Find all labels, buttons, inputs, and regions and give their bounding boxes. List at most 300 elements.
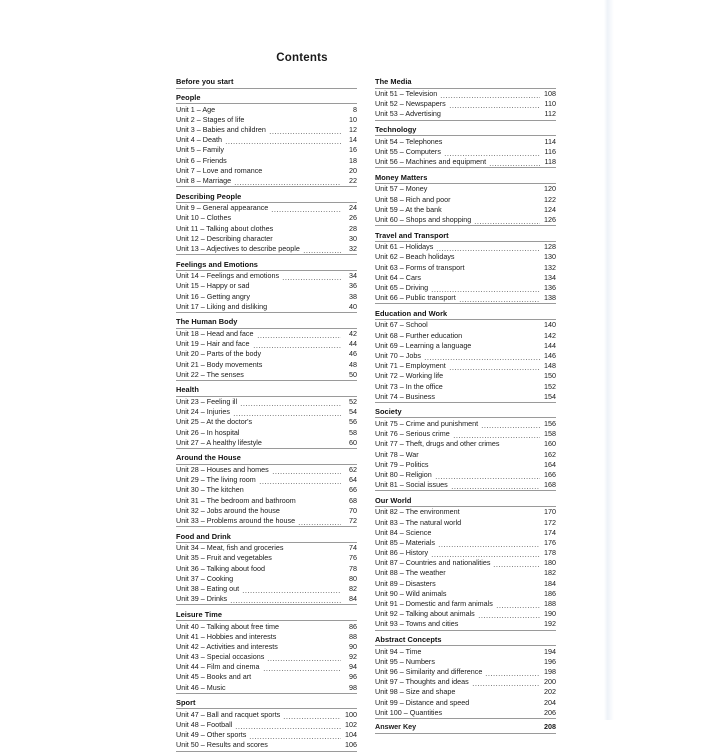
- section-entries: [176, 329, 357, 381]
- toc-dot-leader: [465, 334, 540, 339]
- toc-entry[interactable]: [176, 224, 357, 234]
- toc-entry[interactable]: [176, 213, 357, 223]
- toc-entry-label: Unit 41 – Hobbies and interests: [176, 631, 277, 641]
- toc-entry-page-number: 198: [544, 667, 556, 677]
- toc-entry-label: Unit 56 – Machines and equipment: [375, 157, 487, 167]
- toc-dot-leader: [249, 734, 341, 739]
- toc-entry[interactable]: [375, 450, 556, 460]
- toc-entry[interactable]: [176, 417, 357, 427]
- section-heading-money-matters: Money Matters: [375, 171, 556, 184]
- toc-entry-label: Unit 63 – Forms of transport: [375, 262, 465, 272]
- toc-entry-label: Unit 28 – Houses and homes: [176, 465, 269, 475]
- section-heading-health: Health: [176, 384, 357, 397]
- toc-dot-leader: [446, 385, 540, 390]
- toc-dot-leader: [268, 567, 341, 572]
- toc-entry-page-number: 146: [544, 350, 556, 360]
- toc-entry-label: Unit 31 – The bedroom and bathroom: [176, 495, 296, 505]
- toc-entry[interactable]: [176, 115, 357, 125]
- toc-entry-page-number: 100: [345, 709, 357, 719]
- toc-entry[interactable]: [176, 652, 357, 662]
- contents-section: [176, 608, 357, 693]
- toc-entry-page-number: 44: [349, 339, 357, 349]
- toc-entry-label: Unit 84 – Science: [375, 527, 432, 537]
- toc-entry[interactable]: [375, 382, 556, 392]
- toc-entry[interactable]: [176, 407, 357, 417]
- toc-entry-label: Unit 95 – Numbers: [375, 656, 435, 666]
- toc-dot-leader: [275, 557, 341, 562]
- toc-entry-label: Unit 51 – Television: [375, 89, 438, 99]
- toc-entry-page-number: 182: [544, 568, 556, 578]
- toc-entry-label: Unit 85 – Materials: [375, 537, 435, 547]
- toc-entry-label: Unit 7 – Love and romance: [176, 165, 263, 175]
- toc-dot-leader: [255, 421, 341, 426]
- toc-entry-page-number: 102: [345, 720, 357, 730]
- toc-entry[interactable]: [375, 589, 556, 599]
- toc-entry[interactable]: [176, 683, 357, 693]
- toc-entry[interactable]: [176, 360, 357, 370]
- toc-dot-leader: [247, 118, 341, 123]
- toc-entry-label: Unit 70 – Jobs: [375, 350, 421, 360]
- toc-entry-label: Unit 49 – Other sports: [176, 730, 247, 740]
- toc-entry[interactable]: [176, 475, 357, 485]
- toc-entry[interactable]: [176, 370, 357, 380]
- toc-dot-leader: [234, 180, 341, 185]
- toc-entry[interactable]: [375, 273, 556, 283]
- toc-entry-page-number: 64: [349, 475, 357, 485]
- toc-entry[interactable]: [375, 242, 556, 252]
- section-heading-sport: Sport: [176, 697, 357, 710]
- section-heading-the-human-body: The Human Body: [176, 316, 357, 329]
- toc-entry-page-number: 202: [544, 687, 556, 697]
- toc-dot-leader: [247, 373, 341, 378]
- toc-entry[interactable]: [375, 293, 556, 303]
- toc-entry-page-number: 42: [349, 329, 357, 339]
- toc-entry-page-number: 90: [349, 641, 357, 651]
- toc-entry[interactable]: [176, 516, 357, 526]
- toc-entry[interactable]: [176, 281, 357, 291]
- contents-section: [176, 384, 357, 449]
- toc-entry[interactable]: [375, 341, 556, 351]
- toc-entry-page-number: 20: [349, 165, 357, 175]
- toc-dot-leader: [472, 701, 540, 706]
- section-entries: [176, 104, 357, 187]
- toc-entry[interactable]: [375, 195, 556, 205]
- toc-dot-leader: [439, 582, 540, 587]
- toc-entry[interactable]: [176, 485, 357, 495]
- toc-entry-page-number: 38: [349, 291, 357, 301]
- toc-entry[interactable]: [176, 292, 357, 302]
- toc-entry-page-number: 160: [544, 439, 556, 449]
- toc-entry-page-number: 140: [544, 320, 556, 330]
- toc-entry[interactable]: [375, 89, 556, 99]
- toc-entry-page-number: 188: [544, 599, 556, 609]
- toc-dot-leader: [265, 441, 341, 446]
- toc-entry-page-number: 196: [544, 656, 556, 666]
- toc-entry[interactable]: [375, 429, 556, 439]
- toc-entry-label: Unit 45 – Books and art: [176, 672, 252, 682]
- toc-dot-leader: [286, 547, 341, 552]
- toc-entry[interactable]: [176, 672, 357, 682]
- toc-entry-label: Unit 35 – Fruit and vegetables: [176, 553, 272, 563]
- toc-entry-label: Unit 39 – Drinks: [176, 594, 228, 604]
- toc-dot-leader: [227, 149, 341, 154]
- toc-entry-page-number: 88: [349, 631, 357, 641]
- toc-entry-label: Unit 64 – Cars: [375, 272, 421, 282]
- toc-entry[interactable]: [375, 599, 556, 609]
- toc-entry-label: Unit 16 – Getting angry: [176, 291, 250, 301]
- toc-dot-leader: [453, 433, 540, 438]
- toc-entry[interactable]: [176, 662, 357, 672]
- section-heading-travel-and-transport: Travel and Transport: [375, 229, 556, 242]
- toc-dot-leader: [242, 588, 341, 593]
- toc-entry-label: Unit 88 – The weather: [375, 568, 446, 578]
- toc-entry[interactable]: [176, 339, 357, 349]
- toc-entry-label: Unit 17 – Liking and disliking: [176, 301, 268, 311]
- toc-entry-label: Unit 79 – Politics: [375, 459, 429, 469]
- toc-entry-page-number: 48: [349, 359, 357, 369]
- answer-key-section: [375, 722, 556, 734]
- toc-entry[interactable]: [375, 109, 556, 119]
- toc-entry[interactable]: [375, 677, 556, 687]
- contents-section: [375, 307, 556, 403]
- toc-entry-page-number: 128: [544, 242, 556, 252]
- toc-entry-page-number: 122: [544, 194, 556, 204]
- toc-dot-leader: [431, 287, 540, 292]
- toc-dot-leader: [424, 650, 540, 655]
- toc-entry-page-number: 172: [544, 517, 556, 527]
- toc-dot-leader: [438, 395, 540, 400]
- toc-dot-leader: [503, 443, 540, 448]
- toc-entry[interactable]: [375, 215, 556, 225]
- toc-dot-leader: [435, 474, 540, 479]
- toc-entry-page-number: 204: [544, 697, 556, 707]
- toc-entry[interactable]: [176, 135, 357, 145]
- toc-entry[interactable]: [176, 594, 357, 604]
- toc-entry[interactable]: [176, 349, 357, 359]
- toc-dot-leader: [419, 726, 540, 731]
- toc-entry[interactable]: [176, 271, 357, 281]
- toc-entry-page-number: 180: [544, 558, 556, 568]
- toc-entry[interactable]: [375, 558, 556, 568]
- contents-section: [176, 452, 357, 527]
- toc-entry[interactable]: [375, 619, 556, 629]
- toc-entry-page-number: 124: [544, 204, 556, 214]
- toc-entry[interactable]: [375, 538, 556, 548]
- toc-entry[interactable]: [375, 147, 556, 157]
- toc-entry-label: Unit 47 – Ball and racquet sports: [176, 709, 281, 719]
- toc-entry[interactable]: [375, 708, 556, 718]
- toc-entry-label: Unit 83 – The natural world: [375, 517, 462, 527]
- toc-entry[interactable]: [176, 302, 357, 312]
- toc-entry[interactable]: [375, 568, 556, 578]
- toc-entry[interactable]: [375, 331, 556, 341]
- toc-entry[interactable]: [375, 698, 556, 708]
- section-heading-abstract-concepts: Abstract Concepts: [375, 634, 556, 647]
- toc-entry[interactable]: [176, 720, 357, 730]
- toc-entry-label: Unit 97 – Thoughts and ideas: [375, 677, 469, 687]
- toc-entry-page-number: 60: [349, 437, 357, 447]
- toc-entry[interactable]: [375, 205, 556, 215]
- toc-entry-label: Unit 1 – Age: [176, 104, 216, 114]
- toc-entry[interactable]: [375, 371, 556, 381]
- toc-entry-label: Unit 14 – Feelings and emotions: [176, 271, 280, 281]
- toc-dot-leader: [445, 711, 540, 716]
- toc-entry-label: Unit 75 – Crime and punishment: [375, 418, 479, 428]
- toc-entry[interactable]: [375, 283, 556, 293]
- toc-dot-leader: [496, 603, 540, 608]
- toc-entry-label: Unit 33 – Problems around the house: [176, 516, 296, 526]
- toc-dot-leader: [472, 681, 540, 686]
- toc-entry-page-number: 78: [349, 563, 357, 573]
- toc-dot-leader: [230, 159, 341, 164]
- contents-column-right: [375, 76, 556, 755]
- toc-entry[interactable]: [375, 99, 556, 109]
- toc-dot-leader: [233, 411, 341, 416]
- toc-entry[interactable]: [375, 687, 556, 697]
- toc-entry-label: Unit 77 – Theft, drugs and other crimes: [375, 439, 500, 449]
- toc-entry-label: Unit 22 – The senses: [176, 369, 244, 379]
- toc-dot-leader: [269, 129, 341, 134]
- toc-entry[interactable]: [176, 543, 357, 553]
- toc-dot-leader: [264, 353, 341, 358]
- toc-dot-leader: [493, 562, 540, 567]
- toc-dot-leader: [235, 724, 341, 729]
- toc-entry[interactable]: [176, 642, 357, 652]
- toc-entry-page-number: 176: [544, 537, 556, 547]
- toc-entry-label: Unit 59 – At the bank: [375, 204, 442, 214]
- toc-entry[interactable]: [375, 518, 556, 528]
- toc-entry-page-number: 148: [544, 361, 556, 371]
- toc-entry-label: Unit 66 – Public transport: [375, 293, 456, 303]
- toc-dot-leader: [436, 246, 540, 251]
- toc-dot-leader: [424, 276, 540, 281]
- toc-entry-label: Unit 69 – Learning a language: [375, 340, 472, 350]
- toc-entry[interactable]: [176, 329, 357, 339]
- toc-dot-leader: [259, 479, 341, 484]
- toc-entry[interactable]: [375, 361, 556, 371]
- toc-entry-label: Unit 13 – Adjectives to describe people: [176, 243, 300, 253]
- toc-dot-leader: [229, 686, 341, 691]
- toc-entry-label: Unit 96 – Similarity and difference: [375, 667, 483, 677]
- contents-section: [375, 406, 556, 491]
- toc-entry-label: Unit 11 – Talking about clothes: [176, 223, 274, 233]
- toc-dot-leader: [445, 208, 540, 213]
- toc-entry-label: Unit 36 – Talking about food: [176, 563, 265, 573]
- toc-entry-label: Unit 23 – Feeling ill: [176, 397, 238, 407]
- toc-entry[interactable]: [176, 632, 357, 642]
- toc-entry-label: Unit 21 – Body movements: [176, 359, 263, 369]
- toc-entry[interactable]: [176, 574, 357, 584]
- toc-dot-leader: [464, 521, 540, 526]
- toc-entry[interactable]: [176, 145, 357, 155]
- section-entries: [176, 709, 357, 751]
- toc-entry-page-number: 144: [544, 340, 556, 350]
- toc-entry-page-number: 132: [544, 262, 556, 272]
- toc-entry-page-number: 206: [544, 707, 556, 717]
- toc-entry[interactable]: [375, 647, 556, 657]
- toc-entry[interactable]: [176, 397, 357, 407]
- toc-entry-label: Unit 100 – Quantities: [375, 707, 443, 717]
- toc-entry[interactable]: [176, 203, 357, 213]
- toc-entry-label: Unit 3 – Babies and children: [176, 125, 266, 135]
- toc-entry[interactable]: [176, 166, 357, 176]
- toc-dot-leader: [454, 198, 540, 203]
- toc-entry[interactable]: [375, 460, 556, 470]
- section-heading-feelings-and-emotions: Feelings and Emotions: [176, 258, 357, 271]
- toc-dot-leader: [282, 625, 341, 630]
- toc-entry-page-number: 36: [349, 281, 357, 291]
- toc-entry[interactable]: [176, 156, 357, 166]
- toc-dot-leader: [257, 333, 341, 338]
- toc-entry-page-number: 152: [544, 381, 556, 391]
- toc-entry-page-number: 84: [349, 594, 357, 604]
- toc-entry[interactable]: [176, 438, 357, 448]
- toc-entry-label: Unit 46 – Music: [176, 682, 226, 692]
- toc-entry[interactable]: [375, 263, 556, 273]
- toc-entry-page-number: 164: [544, 459, 556, 469]
- toc-entry[interactable]: [176, 564, 357, 574]
- toc-entry[interactable]: [375, 320, 556, 330]
- toc-entry[interactable]: [176, 105, 357, 115]
- toc-entry[interactable]: [375, 480, 556, 490]
- toc-entry-label: Unit 27 – A healthy lifestyle: [176, 437, 262, 447]
- toc-dot-leader: [467, 266, 540, 271]
- toc-entry[interactable]: [375, 657, 556, 667]
- toc-dot-leader: [431, 552, 540, 557]
- toc-entry[interactable]: [176, 740, 357, 750]
- section-entries: [375, 136, 556, 168]
- toc-entry-label: Unit 54 – Telephones: [375, 136, 443, 146]
- contents-section: [176, 316, 357, 381]
- toc-entry-page-number: 104: [345, 730, 357, 740]
- toc-entry-label: Unit 94 – Time: [375, 646, 422, 656]
- toc-entry-label: Unit 60 – Shops and shopping: [375, 214, 472, 224]
- toc-entry-label: Unit 4 – Death: [176, 135, 222, 145]
- toc-entry[interactable]: [176, 584, 357, 594]
- toc-entry[interactable]: [176, 244, 357, 254]
- toc-entry-page-number: 108: [544, 89, 556, 99]
- toc-entry-label: Unit 92 – Talking about animals: [375, 609, 475, 619]
- toc-entry[interactable]: [176, 622, 357, 632]
- toc-entry[interactable]: [176, 465, 357, 475]
- toc-dot-leader: [474, 219, 540, 224]
- toc-dot-leader: [218, 108, 341, 113]
- toc-entry-page-number: 142: [544, 330, 556, 340]
- toc-entry-page-number: 40: [349, 301, 357, 311]
- toc-entry[interactable]: [375, 507, 556, 517]
- toc-dot-leader: [265, 363, 341, 368]
- toc-entry[interactable]: [176, 554, 357, 564]
- toc-entry[interactable]: [375, 439, 556, 449]
- toc-dot-leader: [459, 297, 540, 302]
- toc-entry[interactable]: [375, 609, 556, 619]
- contents-columns: [176, 76, 556, 755]
- toc-dot-leader: [303, 248, 341, 253]
- contents-section: [375, 124, 556, 169]
- toc-entry[interactable]: [375, 548, 556, 558]
- toc-entry[interactable]: [176, 428, 357, 438]
- toc-entry[interactable]: [375, 470, 556, 480]
- toc-entry-page-number: 170: [544, 507, 556, 517]
- toc-entry-page-number: 106: [345, 740, 357, 750]
- section-entries: [375, 507, 556, 631]
- toc-entry[interactable]: [375, 252, 556, 262]
- section-heading-describing-people: Describing People: [176, 190, 357, 203]
- toc-entry[interactable]: [176, 506, 357, 516]
- toc-entry-label: Unit 87 – Countries and nationalities: [375, 558, 491, 568]
- toc-dot-leader: [240, 401, 341, 406]
- toc-entry[interactable]: [375, 351, 556, 361]
- toc-dot-leader: [424, 355, 540, 360]
- toc-entry-page-number: 174: [544, 527, 556, 537]
- toc-dot-leader: [281, 645, 341, 650]
- toc-entry-label: Unit 20 – Parts of the body: [176, 349, 262, 359]
- toc-dot-leader: [489, 161, 540, 166]
- toc-entry[interactable]: [375, 184, 556, 194]
- toc-entry[interactable]: [375, 667, 556, 677]
- toc-dot-leader: [271, 744, 341, 749]
- toc-entry-label: Unit 38 – Eating out: [176, 584, 240, 594]
- contents-section: [176, 530, 357, 605]
- toc-dot-leader: [243, 431, 341, 436]
- toc-entry[interactable]: [375, 157, 556, 167]
- toc-entry-page-number: 10: [349, 114, 357, 124]
- toc-entry-label: Unit 9 – General appearance: [176, 203, 269, 213]
- toc-entry-label: Unit 24 – Injuries: [176, 407, 230, 417]
- section-entries: [375, 646, 556, 719]
- toc-dot-leader: [230, 598, 341, 603]
- toc-entry-label: Unit 55 – Computers: [375, 146, 441, 156]
- toc-entry-page-number: 112: [544, 109, 556, 119]
- toc-dot-leader: [283, 509, 341, 514]
- toc-entry[interactable]: [375, 579, 556, 589]
- toc-entry-label: Unit 86 – History: [375, 548, 429, 558]
- toc-entry[interactable]: [176, 710, 357, 720]
- toc-entry[interactable]: [375, 419, 556, 429]
- toc-entry-label: Unit 43 – Special occasions: [176, 652, 265, 662]
- toc-entry[interactable]: [176, 730, 357, 740]
- toc-entry-label: Unit 78 – War: [375, 449, 419, 459]
- toc-entry-label: Unit 12 – Describing character: [176, 233, 273, 243]
- toc-entry[interactable]: [176, 234, 357, 244]
- toc-entry-page-number: 114: [544, 136, 556, 146]
- toc-entry-page-number: 194: [544, 646, 556, 656]
- section-heading-food-and-drink: Food and Drink: [176, 530, 357, 543]
- toc-dot-leader: [438, 660, 540, 665]
- toc-entry[interactable]: [375, 528, 556, 538]
- contents-section: [176, 258, 357, 313]
- toc-entry[interactable]: [375, 137, 556, 147]
- contents-section: [375, 76, 556, 121]
- toc-entry-answer-key[interactable]: [375, 723, 556, 733]
- toc-dot-leader: [434, 531, 540, 536]
- toc-dot-leader: [485, 671, 540, 676]
- toc-entry-page-number: 94: [349, 662, 357, 672]
- toc-dot-leader: [449, 572, 540, 577]
- toc-entry-page-number: 26: [349, 213, 357, 223]
- toc-entry-label: Unit 6 – Friends: [176, 155, 227, 165]
- toc-entry[interactable]: [176, 496, 357, 506]
- toc-entry-page-number: 12: [349, 125, 357, 135]
- toc-dot-leader: [432, 463, 540, 468]
- contents-section: [375, 634, 556, 719]
- toc-entry-page-number: 32: [349, 243, 357, 253]
- toc-entry[interactable]: [176, 125, 357, 135]
- toc-entry[interactable]: [375, 392, 556, 402]
- toc-dot-leader: [458, 691, 540, 696]
- toc-dot-leader: [253, 285, 341, 290]
- toc-entry[interactable]: [176, 176, 357, 186]
